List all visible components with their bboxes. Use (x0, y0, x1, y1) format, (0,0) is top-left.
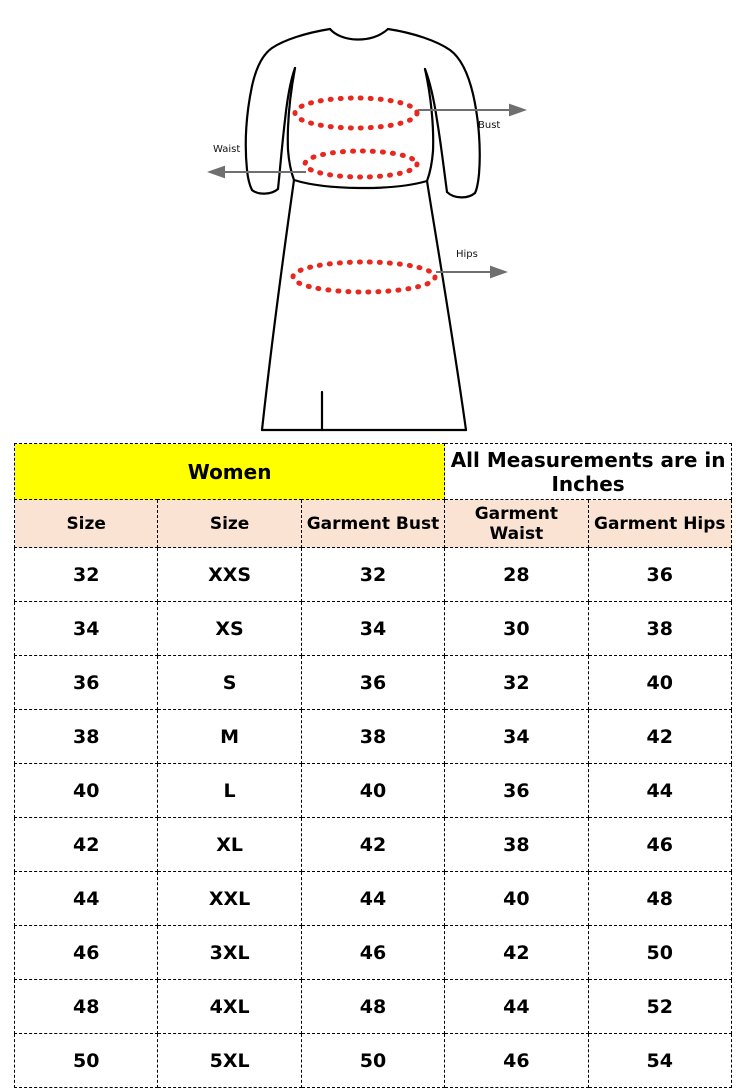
title-women-cell: Women (15, 444, 445, 500)
bust-arrow-head (510, 105, 524, 115)
cell-bust: 32 (301, 548, 444, 602)
header-size-alpha: Size (158, 500, 301, 548)
cell-hips: 42 (588, 710, 731, 764)
table-header-row (15, 500, 732, 548)
cell-size-alpha: XXS (158, 548, 301, 602)
cell-waist: 28 (445, 548, 588, 602)
neckline-path (330, 29, 388, 40)
cell-size-numeric: 46 (15, 926, 158, 980)
cell-bust: 50 (301, 1034, 444, 1088)
size-chart-table (14, 443, 732, 1088)
measurement-illustration (0, 0, 746, 440)
cell-waist: 30 (445, 602, 588, 656)
cell-size-alpha: M (158, 710, 301, 764)
cell-size-alpha: XXL (158, 872, 301, 926)
waist-arrow-head (210, 167, 224, 177)
cell-size-numeric: 44 (15, 872, 158, 926)
cell-bust: 36 (301, 656, 444, 710)
cell-waist: 40 (445, 872, 588, 926)
cell-hips: 46 (588, 818, 731, 872)
cell-size-numeric: 48 (15, 980, 158, 1034)
table-row (15, 548, 732, 602)
header-garment-hips: Garment Hips (588, 500, 731, 548)
table-row (15, 602, 732, 656)
bust-label: Bust (478, 120, 501, 131)
cell-bust: 46 (301, 926, 444, 980)
cell-hips: 52 (588, 980, 731, 1034)
hips-label: Hips (456, 249, 478, 260)
cell-hips: 40 (588, 656, 731, 710)
cell-size-numeric: 38 (15, 710, 158, 764)
table-row (15, 656, 732, 710)
cell-bust: 42 (301, 818, 444, 872)
table-row (15, 764, 732, 818)
cell-size-alpha: XS (158, 602, 301, 656)
cell-size-alpha: S (158, 656, 301, 710)
cell-waist: 32 (445, 656, 588, 710)
cell-size-numeric: 36 (15, 656, 158, 710)
title-measurements-cell: All Measurements are in Inches (445, 444, 732, 500)
table-row (15, 926, 732, 980)
cell-size-alpha: 5XL (158, 1034, 301, 1088)
cell-hips: 36 (588, 548, 731, 602)
header-size-numeric: Size (15, 500, 158, 548)
cell-bust: 44 (301, 872, 444, 926)
cell-size-numeric: 32 (15, 548, 158, 602)
cell-hips: 54 (588, 1034, 731, 1088)
cell-waist: 36 (445, 764, 588, 818)
cell-waist: 42 (445, 926, 588, 980)
cell-bust: 48 (301, 980, 444, 1034)
hips-measure-ellipse (293, 262, 435, 292)
cell-hips: 48 (588, 872, 731, 926)
size-chart-table-wrapper (14, 443, 732, 1088)
bust-measure-ellipse (295, 98, 417, 128)
cell-size-numeric: 40 (15, 764, 158, 818)
table-row (15, 980, 732, 1034)
cell-size-alpha: 4XL (158, 980, 301, 1034)
cell-waist: 34 (445, 710, 588, 764)
cell-size-numeric: 50 (15, 1034, 158, 1088)
cell-size-numeric: 42 (15, 818, 158, 872)
table-row (15, 1034, 732, 1088)
table-title-row (15, 444, 732, 500)
cell-hips: 50 (588, 926, 731, 980)
cell-size-alpha: XL (158, 818, 301, 872)
cell-hips: 44 (588, 764, 731, 818)
cell-bust: 34 (301, 602, 444, 656)
cell-bust: 38 (301, 710, 444, 764)
cell-waist: 38 (445, 818, 588, 872)
table-row (15, 710, 732, 764)
cell-bust: 40 (301, 764, 444, 818)
waist-label: Waist (213, 144, 241, 155)
table-row (15, 818, 732, 872)
cell-size-alpha: 3XL (158, 926, 301, 980)
cell-size-alpha: L (158, 764, 301, 818)
table-row (15, 872, 732, 926)
cell-waist: 46 (445, 1034, 588, 1088)
cell-waist: 44 (445, 980, 588, 1034)
cell-size-numeric: 34 (15, 602, 158, 656)
header-garment-waist: Garment Waist (445, 500, 588, 548)
dress-figure-svg (0, 0, 746, 440)
waist-measure-ellipse (305, 151, 417, 177)
hips-arrow-head (491, 267, 505, 277)
header-garment-bust: Garment Bust (301, 500, 444, 548)
cell-hips: 38 (588, 602, 731, 656)
